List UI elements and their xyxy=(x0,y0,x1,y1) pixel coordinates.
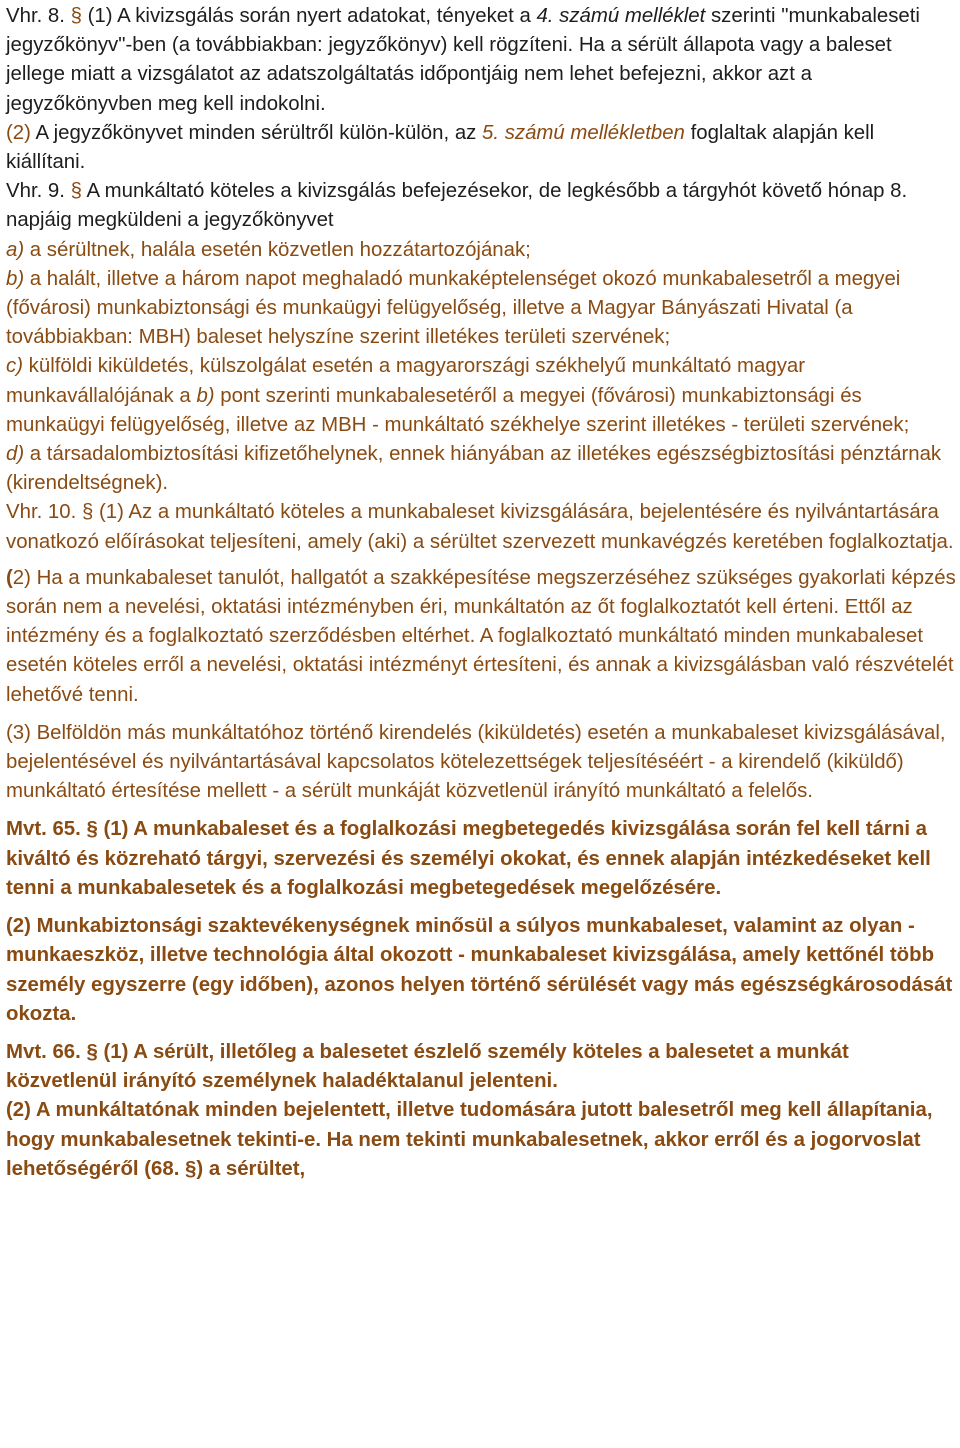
paragraph-text: (2) A munkáltatónak minden bejelentett, illetve tudomására jutott balesetről meg kell állapítania, hogy munkabalesetnek tekinti-e. Ha nem tekinti munkabalesetnek, akkor erről és a jogorvoslat lehetőségéről (68. xyxy=(6,1099,933,1180)
section-label: Vhr. 10. xyxy=(6,501,82,524)
annex-reference: 5. számú mellékletben xyxy=(482,121,685,144)
paragraph-text: (3) Belföldön más munkáltatóhoz történő kirendelés (kiküldetés) esetén a munkabaleset kivizsgálásával, bejelentésével és nyilvántartásával kapcsolatos kötelezettségek teljesítéséért - a kirendelő (kiküldő) munkáltató értesítése mellett - a sérült munkáját közvetlenül irányító munkáltató a felelős. xyxy=(6,721,946,803)
paragraph-number: ( xyxy=(6,566,13,589)
paragraph-text: a halált, illetve a három napot meghaladó munkaképtelenséget okozó munkabalesetről a megyei (fővárosi) munkabiztonsági és munkaügyi felügyelőség, illetve a Magyar Bányászati Hivatal (a továbbiakban: MBH) baleset helyszíne szerint illetékes területi szervének; xyxy=(6,267,901,349)
paragraph-text: foglaltak alapján kell kiállítani. xyxy=(6,121,875,174)
section-sign: § xyxy=(185,1157,197,1180)
paragraph-text: A munkáltató köteles a kivizsgálás befejezésekor, de legkésőbb a tárgyhót követő hónap 8. napjáig megküldeni a jegyzőkönyvet xyxy=(6,180,908,232)
paragraph-text: (1) A munkabaleset és a foglalkozási megbetegedés kivizsgálása során fel kell tárni a kiváltó és közreható tárgyi, szervezési és személyi okokat, és ennek alapján intézkedéseket kell tenni a munkabalesetek és a foglalkozási megbetegedések megelőzésére. xyxy=(6,818,931,899)
paragraph-mvt66-2 xyxy=(6,1096,956,1184)
paragraph-vhr10-3 xyxy=(6,719,956,807)
paragraph-vhr8-2 xyxy=(6,119,956,177)
paragraph-text: szerinti "munkabaleseti jegyzőkönyv"-ben (a továbbiakban: jegyzőkönyv) kell rögzíteni. Ha a sérült állapota vagy a baleset jellege miatt a vizsgálatot az adatszolgáltatás időpontjáig nem lehet befejezni, akkor azt a jegyzőkönyvben meg kell indokolni. xyxy=(6,5,920,115)
paragraph-mvt66-1 xyxy=(6,1038,956,1096)
section-label: Vhr. 8. xyxy=(6,5,71,27)
section-label: Mvt. 65. xyxy=(6,818,87,841)
section-sign: § xyxy=(86,818,98,841)
paragraph-text: pont szerinti munkabalesetéről a megyei (fővárosi) munkabiztonsági és munkaügyi felügyelőség, illetve az MBH - munkáltató székhelye szerint illetékes - területi szervének; xyxy=(6,384,910,436)
list-letter: c) xyxy=(6,355,23,378)
paragraph-text: 2) Ha a munkabaleset tanulót, hallgatót a szakképesítése megszerzéséhez szükséges gyakorlati képzés során nem a nevelési, oktatási intézményben éri, munkáltatón az őt foglalkoztatót kell érteni. Ettől az intézmény és a foglalkoztató szerződésben eltérhet. A foglalkoztató munkáltató minden munkabaleset esetén köteles erről a nevelési, oktatási intézményt értesíteni, és annak a kivizsgálásban való részvételét lehetővé tenni. xyxy=(6,566,956,706)
paragraph-text: (1) A sérült, illetőleg a balesetet észlelő személy köteles a balesetet a munkát közvetlenül irányító személynek haladéktalanul jelenteni. xyxy=(6,1040,849,1093)
paragraph-text: a társadalombiztosítási kifizetőhelynek, ennek hiányában az illetékes egészségbiztosítási pénztárnak (kirendeltségnek). xyxy=(6,443,942,495)
paragraph-vhr9 xyxy=(6,177,956,235)
paragraph-text: (1) A kivizsgálás során nyert adatokat, tényeket a xyxy=(81,5,537,27)
paragraph-vhr10-2 xyxy=(6,564,956,710)
paragraph-vhr10-1 xyxy=(6,498,956,556)
paragraph-vhr9-d xyxy=(6,440,956,498)
paragraph-vhr9-c xyxy=(6,352,956,440)
paragraph-vhr9-a xyxy=(6,236,956,265)
paragraph-vhr8-1 xyxy=(6,2,956,119)
paragraph-text: (2) Munkabiztonsági szaktevékenységnek minősül a súlyos munkabaleset, valamint az olyan - munkaeszköz, illetve technológia által okozott - munkabaleset kivizsgálása, amely kettőnél több személy egyszerre (egy időben), azonos helyen történő sérülését vagy más egészségkárosodását okozta. xyxy=(6,915,953,1025)
section-sign: § xyxy=(70,5,82,27)
section-label: Vhr. 9. xyxy=(6,180,71,203)
list-letter: a) xyxy=(6,238,25,261)
paragraph-text: külföldi kiküldetés, külszolgálat esetén a magyarországi székhelyű munkáltató magyar munkavállalójának a xyxy=(6,355,806,407)
paragraph-text: (1) Az a munkáltató köteles a munkabaleset kivizsgálására, bejelentésére és nyilvántartására vonatkozó előírásokat teljesíteni, amely (aki) a sérültet szervezett munkavégzés keretében foglalkoztatja. xyxy=(6,501,954,553)
section-sign: § xyxy=(81,501,94,524)
paragraph-text: a sérültnek, halála esetén közvetlen hozzátartozójának; xyxy=(24,238,531,261)
paragraph-number: (2) xyxy=(6,121,31,144)
list-letter: d) xyxy=(6,443,25,466)
document-page xyxy=(6,2,956,1184)
annex-reference: 4. számú melléklet xyxy=(536,5,706,27)
paragraph-text: ) a sérültet, xyxy=(196,1157,306,1180)
section-sign: § xyxy=(86,1040,98,1063)
section-sign: § xyxy=(70,180,82,203)
paragraph-vhr9-b xyxy=(6,265,956,353)
list-letter: b) xyxy=(6,267,25,290)
paragraph-text: A jegyzőkönyvet minden sérültről külön-külön, az xyxy=(30,121,483,144)
section-label: Mvt. 66. xyxy=(6,1040,87,1063)
paragraph-mvt65-1 xyxy=(6,815,956,903)
paragraph-mvt65-2 xyxy=(6,912,956,1029)
point-reference: b) xyxy=(196,384,215,407)
